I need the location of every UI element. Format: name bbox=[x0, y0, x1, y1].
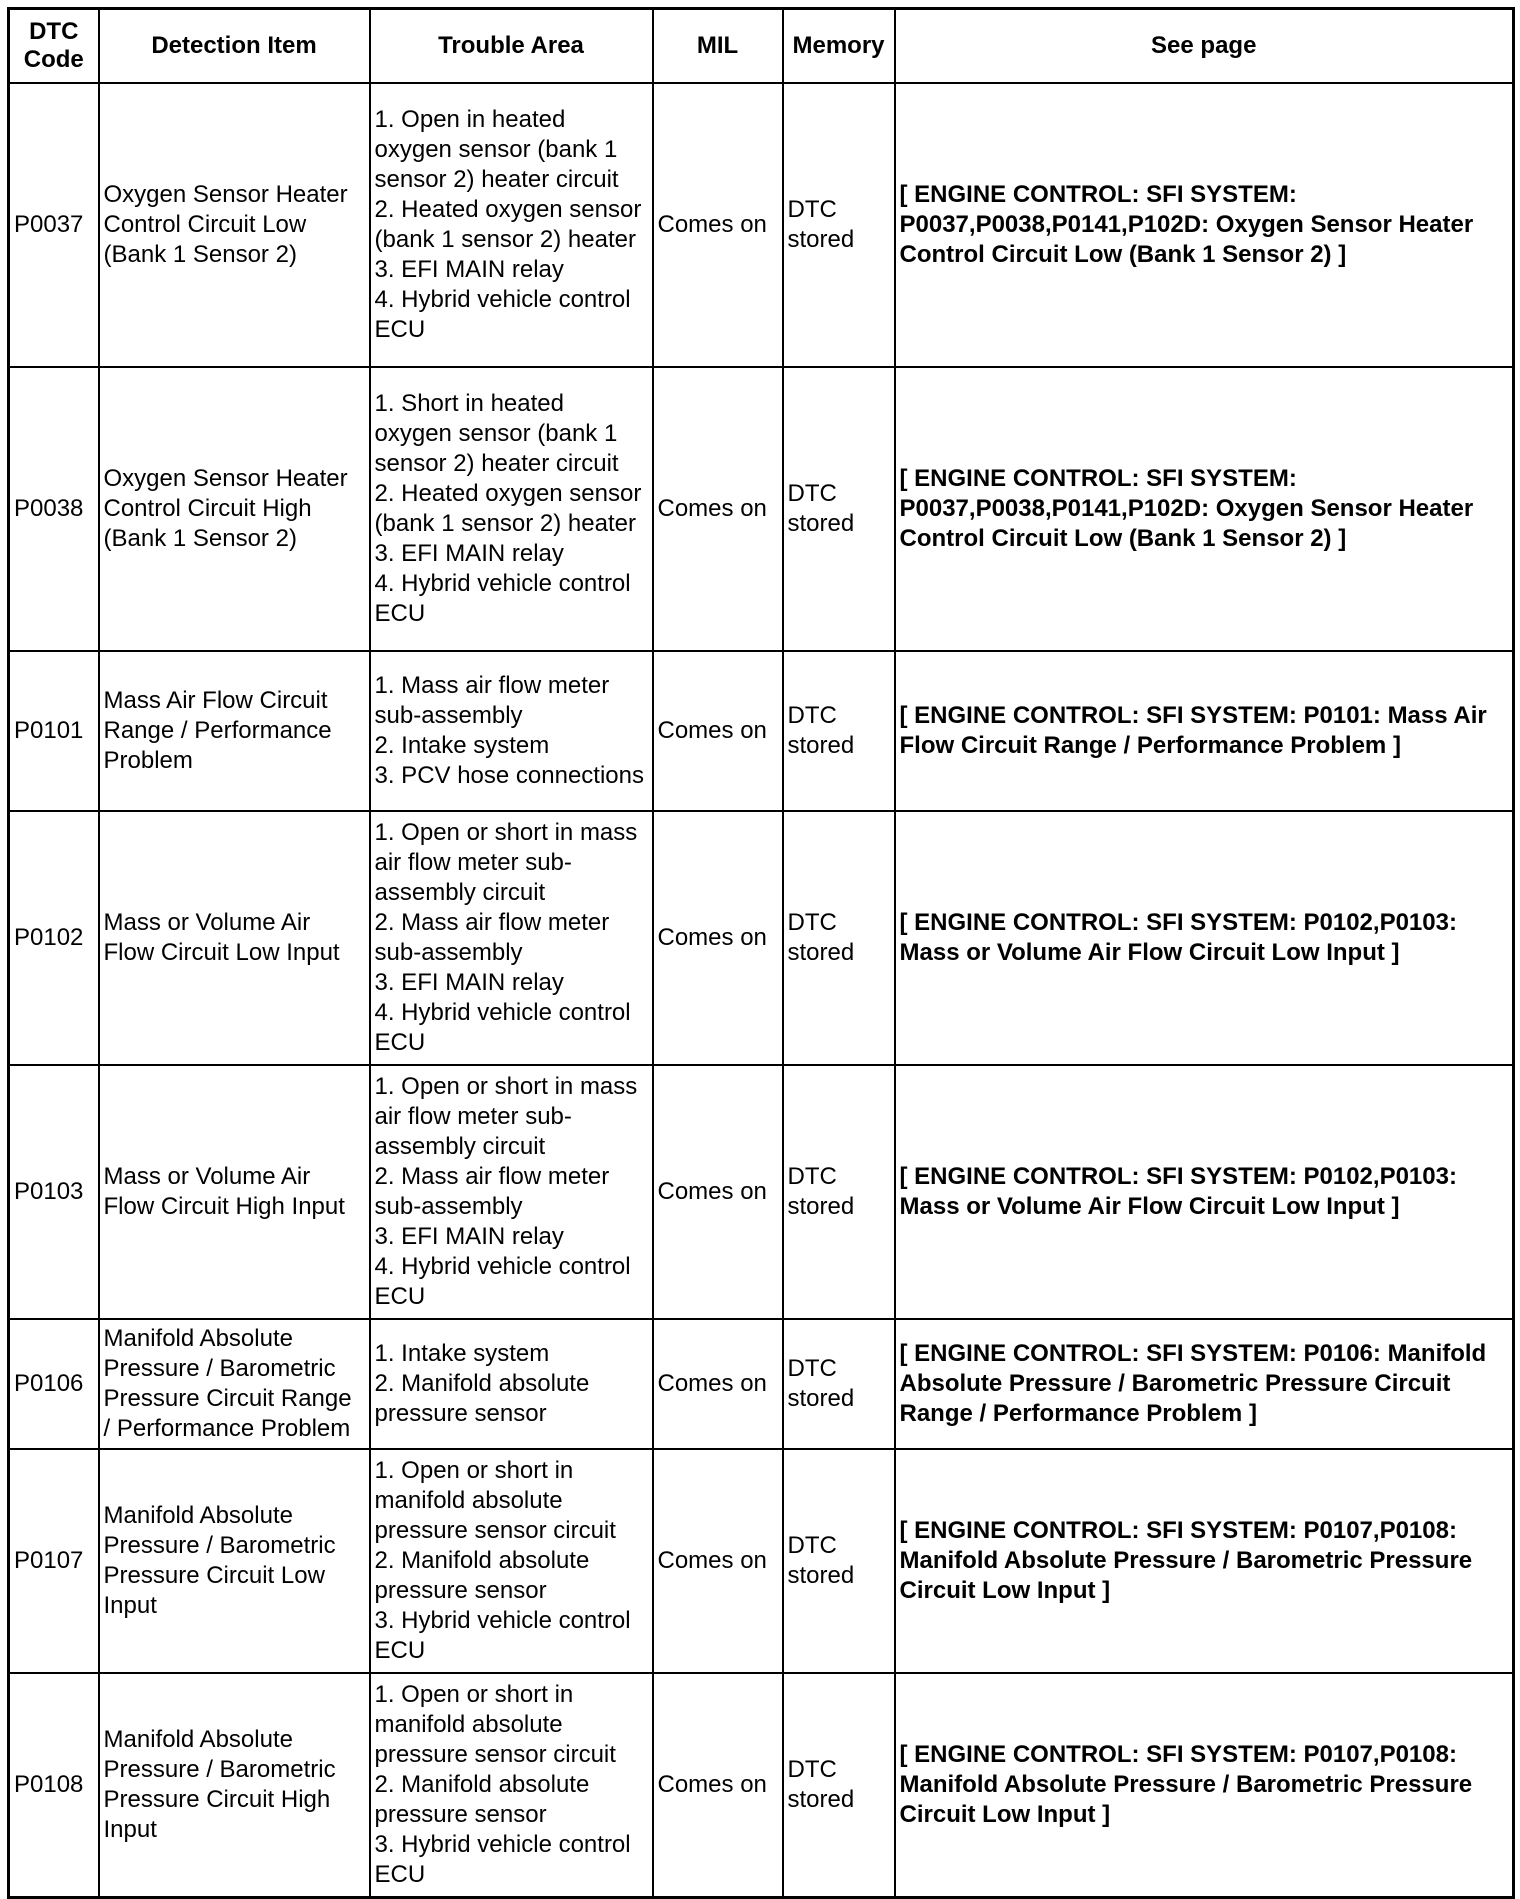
see-page-link[interactable]: [ ENGINE CONTROL: SFI SYSTEM: P0106: Manifold Absolute Pressure / Barometric Pressure Circuit Range / Performance Problem ] bbox=[895, 1319, 1514, 1449]
mil-cell: Comes on bbox=[653, 367, 783, 651]
trouble-area-cell: 1. Mass air flow meter sub-assembly 2. Intake system 3. PCV hose connections bbox=[370, 651, 653, 811]
header-row bbox=[9, 9, 1514, 84]
dtc-code-cell: P0037 bbox=[9, 83, 99, 367]
memory-cell: DTC stored bbox=[783, 83, 895, 367]
table-row bbox=[9, 83, 1514, 367]
detection-item-cell: Manifold Absolute Pressure / Barometric Pressure Circuit Range / Performance Problem bbox=[99, 1319, 370, 1449]
dtc-code-cell: P0107 bbox=[9, 1449, 99, 1673]
memory-cell: DTC stored bbox=[783, 651, 895, 811]
mil-cell: Comes on bbox=[653, 811, 783, 1065]
table-row bbox=[9, 1065, 1514, 1319]
table-row bbox=[9, 1449, 1514, 1673]
memory-cell: DTC stored bbox=[783, 367, 895, 651]
trouble-area-cell: 1. Open or short in mass air flow meter sub-assembly circuit 2. Mass air flow meter sub-assembly 3. EFI MAIN relay 4. Hybrid vehicle control ECU bbox=[370, 1065, 653, 1319]
see-page-link[interactable]: [ ENGINE CONTROL: SFI SYSTEM: P0037,P0038,P0141,P102D: Oxygen Sensor Heater Control Circuit Low (Bank 1 Sensor 2) ] bbox=[895, 83, 1514, 367]
see-page-link[interactable]: [ ENGINE CONTROL: SFI SYSTEM: P0102,P0103: Mass or Volume Air Flow Circuit Low Input ] bbox=[895, 811, 1514, 1065]
dtc-code-cell: P0106 bbox=[9, 1319, 99, 1449]
detection-item-cell: Oxygen Sensor Heater Control Circuit High (Bank 1 Sensor 2) bbox=[99, 367, 370, 651]
header-see-page: See page bbox=[895, 9, 1514, 84]
trouble-area-cell: 1. Open or short in manifold absolute pressure sensor circuit 2. Manifold absolute pressure sensor 3. Hybrid vehicle control ECU bbox=[370, 1673, 653, 1897]
memory-cell: DTC stored bbox=[783, 1673, 895, 1897]
memory-cell: DTC stored bbox=[783, 811, 895, 1065]
see-page-link[interactable]: [ ENGINE CONTROL: SFI SYSTEM: P0037,P0038,P0141,P102D: Oxygen Sensor Heater Control Circuit Low (Bank 1 Sensor 2) ] bbox=[895, 367, 1514, 651]
see-page-link[interactable]: [ ENGINE CONTROL: SFI SYSTEM: P0101: Mass Air Flow Circuit Range / Performance Problem ] bbox=[895, 651, 1514, 811]
table-row bbox=[9, 367, 1514, 651]
header-trouble-area: Trouble Area bbox=[370, 9, 653, 84]
mil-cell: Comes on bbox=[653, 1449, 783, 1673]
header-dtc-code: DTC Code bbox=[9, 9, 99, 84]
table-row bbox=[9, 651, 1514, 811]
see-page-link[interactable]: [ ENGINE CONTROL: SFI SYSTEM: P0102,P0103: Mass or Volume Air Flow Circuit Low Input ] bbox=[895, 1065, 1514, 1319]
trouble-area-cell: 1. Open in heated oxygen sensor (bank 1 sensor 2) heater circuit 2. Heated oxygen sensor (bank 1 sensor 2) heater 3. EFI MAIN relay 4. Hybrid vehicle control ECU bbox=[370, 83, 653, 367]
mil-cell: Comes on bbox=[653, 651, 783, 811]
trouble-area-cell: 1. Open or short in mass air flow meter sub-assembly circuit 2. Mass air flow meter sub-assembly 3. EFI MAIN relay 4. Hybrid vehicle control ECU bbox=[370, 811, 653, 1065]
mil-cell: Comes on bbox=[653, 83, 783, 367]
dtc-code-cell: P0103 bbox=[9, 1065, 99, 1319]
table-row bbox=[9, 1673, 1514, 1897]
detection-item-cell: Mass Air Flow Circuit Range / Performance Problem bbox=[99, 651, 370, 811]
header-memory: Memory bbox=[783, 9, 895, 84]
mil-cell: Comes on bbox=[653, 1065, 783, 1319]
memory-cell: DTC stored bbox=[783, 1319, 895, 1449]
memory-cell: DTC stored bbox=[783, 1065, 895, 1319]
memory-cell: DTC stored bbox=[783, 1449, 895, 1673]
detection-item-cell: Mass or Volume Air Flow Circuit High Input bbox=[99, 1065, 370, 1319]
table-body bbox=[9, 83, 1514, 1897]
detection-item-cell: Manifold Absolute Pressure / Barometric Pressure Circuit Low Input bbox=[99, 1449, 370, 1673]
detection-item-cell: Mass or Volume Air Flow Circuit Low Input bbox=[99, 811, 370, 1065]
header-mil: MIL bbox=[653, 9, 783, 84]
mil-cell: Comes on bbox=[653, 1319, 783, 1449]
mil-cell: Comes on bbox=[653, 1673, 783, 1897]
see-page-link[interactable]: [ ENGINE CONTROL: SFI SYSTEM: P0107,P0108: Manifold Absolute Pressure / Barometric Pressure Circuit Low Input ] bbox=[895, 1449, 1514, 1673]
table-header bbox=[9, 9, 1514, 84]
trouble-area-cell: 1. Short in heated oxygen sensor (bank 1 sensor 2) heater circuit 2. Heated oxygen sensor (bank 1 sensor 2) heater 3. EFI MAIN relay 4. Hybrid vehicle control ECU bbox=[370, 367, 653, 651]
detection-item-cell: Oxygen Sensor Heater Control Circuit Low (Bank 1 Sensor 2) bbox=[99, 83, 370, 367]
dtc-table bbox=[7, 7, 1515, 1899]
table-row bbox=[9, 1319, 1514, 1449]
dtc-code-cell: P0038 bbox=[9, 367, 99, 651]
see-page-link[interactable]: [ ENGINE CONTROL: SFI SYSTEM: P0107,P0108: Manifold Absolute Pressure / Barometric Pressure Circuit Low Input ] bbox=[895, 1673, 1514, 1897]
dtc-code-cell: P0108 bbox=[9, 1673, 99, 1897]
dtc-code-cell: P0101 bbox=[9, 651, 99, 811]
detection-item-cell: Manifold Absolute Pressure / Barometric Pressure Circuit High Input bbox=[99, 1673, 370, 1897]
trouble-area-cell: 1. Intake system 2. Manifold absolute pressure sensor bbox=[370, 1319, 653, 1449]
header-detection-item: Detection Item bbox=[99, 9, 370, 84]
trouble-area-cell: 1. Open or short in manifold absolute pressure sensor circuit 2. Manifold absolute pressure sensor 3. Hybrid vehicle control ECU bbox=[370, 1449, 653, 1673]
table-row bbox=[9, 811, 1514, 1065]
dtc-code-cell: P0102 bbox=[9, 811, 99, 1065]
